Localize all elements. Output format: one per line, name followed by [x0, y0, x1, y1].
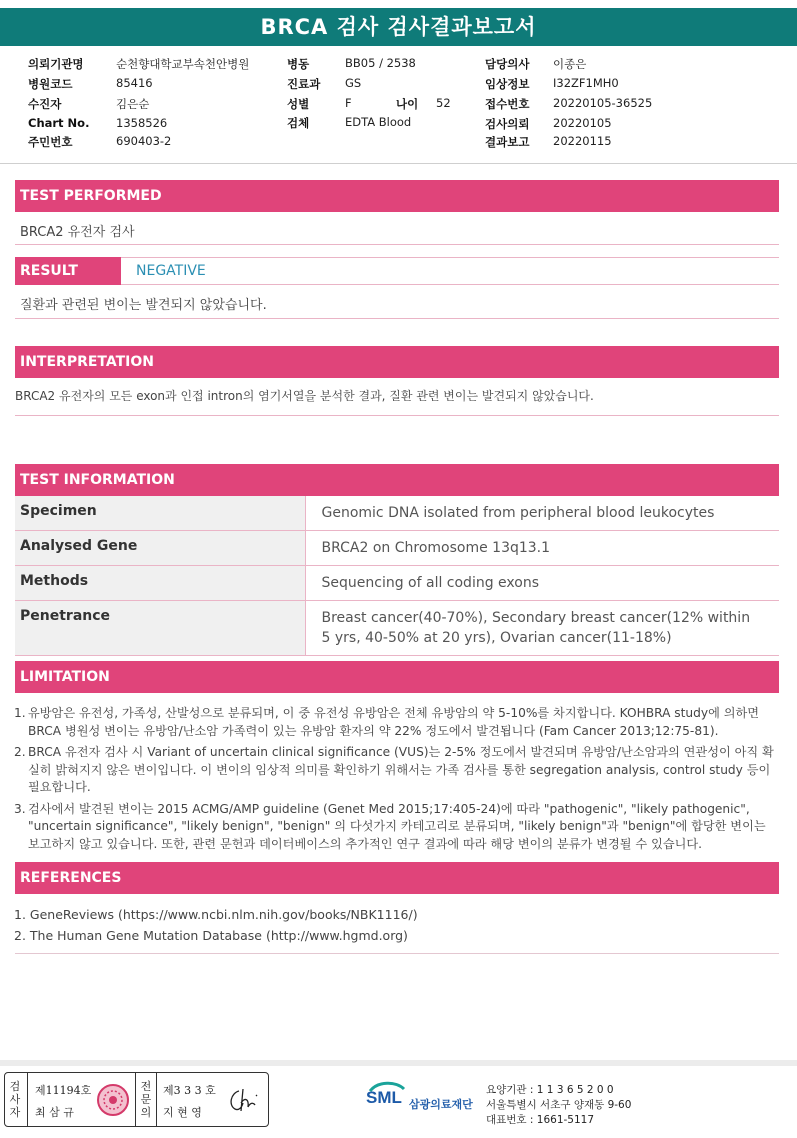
item-number: 2. — [14, 745, 26, 759]
info-key: Specimen — [15, 496, 305, 531]
examiner-license: 제11194호 — [35, 1084, 92, 1097]
patient-value: 김은순 — [116, 97, 150, 111]
header-divider — [0, 163, 797, 164]
report-date-label: 결과보고 — [485, 135, 530, 149]
sml-logo-text: SML — [366, 1088, 402, 1107]
hospital-code-value: 85416 — [116, 76, 153, 90]
patient-label: 수진자 — [28, 97, 62, 111]
specialist-role: 전문의 — [140, 1080, 152, 1119]
address: 서울특별시 서초구 양재동 9-60 — [486, 1099, 632, 1111]
table-row — [15, 531, 779, 566]
info-value: Sequencing of all coding exons — [305, 566, 779, 601]
organization-name: 삼광의료재단 — [409, 1098, 473, 1111]
sex-value: F — [345, 96, 352, 110]
info-value: Breast cancer(40-70%), Secondary breast cancer(12% within 5 yrs, 40-50% at 20 yrs), Ovarian cancer(11-18%) — [305, 601, 779, 656]
specimen-type-label: 검체 — [287, 116, 310, 130]
references-heading: REFERENCES — [15, 862, 779, 894]
signature-cell — [156, 1073, 157, 1126]
table-row — [15, 566, 779, 601]
hospital-label: 의뢰기관명 — [28, 57, 84, 71]
info-key: Methods — [15, 566, 305, 601]
reference-item: 2. The Human Gene Mutation Database (http://www.hgmd.org) — [14, 928, 408, 943]
handwritten-signature-icon — [225, 1085, 261, 1115]
test-information-table — [15, 496, 779, 656]
interpretation-text: BRCA2 유전자의 모든 exon과 인접 intron의 염기서열을 분석한 결과, 질환 관련 변이는 발견되지 않았습니다. — [15, 389, 594, 403]
chart-no-value: 1358526 — [116, 116, 168, 130]
signature-box — [4, 1072, 269, 1127]
table-row — [15, 496, 779, 531]
phone-number: 대표번호 : 1661-5117 — [486, 1114, 595, 1126]
resident-no-label: 주민번호 — [28, 135, 73, 149]
item-text: 검사에서 발견된 변이는 2015 ACMG/AMP guideline (Genet Med 2015;17:405-24)에 따라 "pathogenic", "likely pathogenic", "uncertain significance", "likely benign", "benign" 의 다섯가지 카테고리로 분류되며, "likely benign"과 "benign"에 합당한 변이는 보고하지 않고 있습니다. 또한, 관련 문헌과 데이터베이스의 추가적인 연구 결과에 따라 해당 변이의 분류가 변경될 수 있습니다. — [28, 801, 766, 851]
department-value: GS — [345, 76, 362, 90]
table-row — [15, 601, 779, 656]
age-value: 52 — [436, 96, 451, 110]
receipt-no-value: 20220105-36525 — [553, 96, 653, 110]
item-number: 3. — [14, 801, 26, 816]
care-institution-code: 요양기관 : 1 1 3 6 5 2 0 0 — [486, 1084, 614, 1096]
item-text: BRCA 유전자 검사 시 Variant of uncertain clinical significance (VUS)는 2-5% 정도에서 발견되며 유방암/난소암과의 연관성이 아직 확실히 밝혀지지 않은 변이입니다. 이 변이의 임상적 의미를 확인하기 위해서는 가족 검사를 통한 segregation analysis, control study 등이 필요합니다. — [28, 745, 774, 794]
info-key: Penetrance — [15, 601, 305, 656]
ward-value: BB05 / 2538 — [345, 56, 416, 70]
result-value: NEGATIVE — [121, 257, 779, 285]
doctor-value: 이종은 — [553, 57, 587, 71]
references-list — [14, 904, 418, 946]
clinical-info-label: 임상정보 — [485, 77, 530, 91]
examiner-name: 최 삼 규 — [35, 1106, 74, 1119]
hospital-code-label: 병원코드 — [28, 77, 73, 91]
clinical-info-value: I32ZF1MH0 — [553, 76, 619, 90]
hospital-value: 순천향대학교부속천안병원 — [116, 57, 250, 71]
doctor-label: 담당의사 — [485, 57, 530, 71]
sex-label: 성별 — [287, 97, 310, 111]
signature-cell — [27, 1073, 28, 1126]
report-title: BRCA 검사 검사결과보고서 — [0, 8, 797, 46]
report-date-value: 20220115 — [553, 134, 612, 148]
test-performed-text: BRCA2 유전자 검사 — [20, 225, 135, 240]
interpretation-heading: INTERPRETATION — [15, 346, 779, 378]
specimen-type-value: EDTA Blood — [345, 115, 412, 129]
divider-line — [15, 244, 779, 245]
request-date-value: 20220105 — [553, 116, 612, 130]
info-key: Analysed Gene — [15, 531, 305, 566]
list-item — [14, 744, 776, 797]
specialist-license: 제3 3 3 호 — [163, 1084, 216, 1097]
divider-line — [15, 318, 779, 319]
list-item — [14, 801, 776, 854]
age-label: 나이 — [396, 97, 419, 111]
signature-cell — [135, 1073, 136, 1126]
info-value: Genomic DNA isolated from peripheral blood leukocytes — [305, 496, 779, 531]
test-information-heading: TEST INFORMATION — [15, 464, 779, 496]
specialist-name: 지 현 영 — [163, 1106, 202, 1119]
item-number: 1. — [14, 706, 26, 720]
resident-no-value: 690403-2 — [116, 134, 172, 148]
list-item — [14, 705, 776, 740]
chart-no-label: Chart No. — [28, 116, 90, 130]
divider-line — [15, 953, 779, 954]
info-value: BRCA2 on Chromosome 13q13.1 — [305, 531, 779, 566]
official-seal-icon — [96, 1083, 130, 1117]
test-performed-heading: TEST PERFORMED — [15, 180, 779, 212]
divider-line — [15, 415, 779, 416]
limitation-list — [14, 705, 776, 857]
result-note: 질환과 관련된 변이는 발견되지 않았습니다. — [20, 298, 267, 313]
examiner-role: 검사자 — [9, 1080, 21, 1119]
ward-label: 병동 — [287, 57, 310, 71]
department-label: 진료과 — [287, 77, 321, 91]
receipt-no-label: 접수번호 — [485, 97, 530, 111]
limitation-heading: LIMITATION — [15, 661, 779, 693]
item-text: 유방암은 유전성, 가족성, 산발성으로 분류되며, 이 중 유전성 유방암은 전체 유방암의 약 5-10%를 차지합니다. KOHBRA study에 의하면 BRCA 병원성 변이는 유방암/난소암 가족력이 있는 유방암 환자의 약 22% 정도에서 발견됩니다 (Fam Cancer 2013;12:75-81). — [28, 706, 760, 738]
result-label: RESULT — [15, 257, 121, 285]
request-date-label: 검사의뢰 — [485, 117, 530, 131]
reference-item: 1. GeneReviews (https://www.ncbi.nlm.nih.gov/books/NBK1116/) — [14, 907, 418, 922]
